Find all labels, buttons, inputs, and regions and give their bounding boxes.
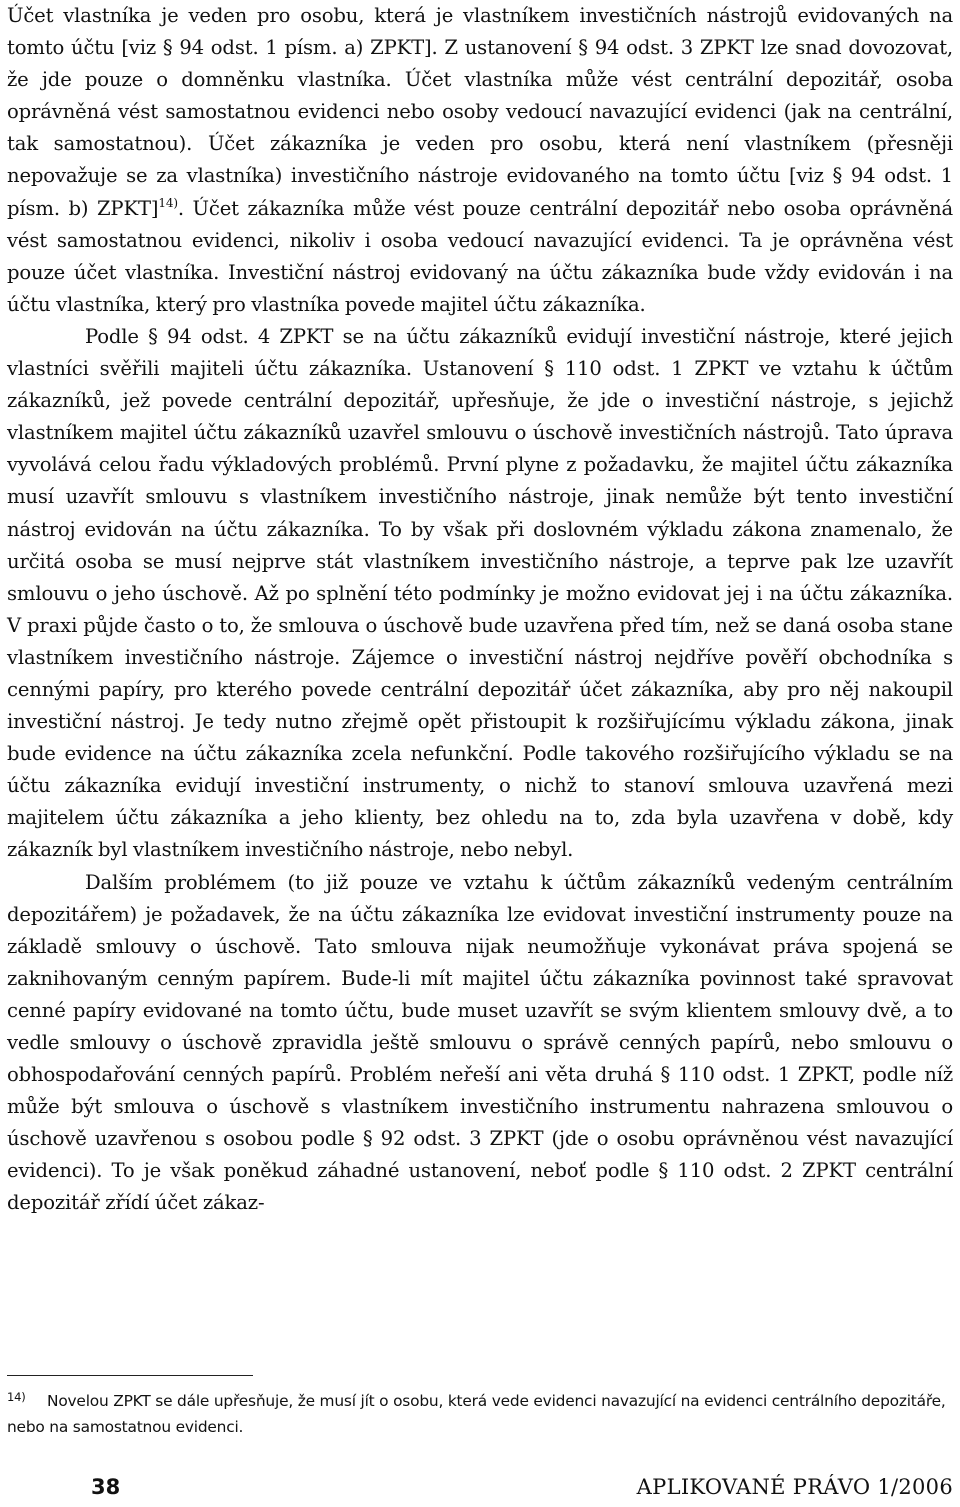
journal-title: APLIKOVANÉ PRÁVO 1/2006	[636, 1475, 953, 1499]
paragraph-text: Účet vlastníka je veden pro osobu, která je vlastníkem investičních nástrojů evidovaných na tomto účtu [viz § 94 odst. 1 písm. a) ZPKT]. Z ustanovení § 94 odst. 3 ZPKT lze snad dovozovat, že jde pouze o domněnku vlastníka. Účet vlastníka může vést centrální depozitář, osoba oprávněná vést samostatnou evidenci nebo osoby vedoucí navazující evidenci (jak na centrální, tak samostatnou). Účet zákazníka je veden pro osobu, která není vlastníkem (přesněji nepovažuje se za vlastníka) investičního nástroje evidovaného na tomto účtu [viz § 94 odst. 1 písm. b) ZPKT]	[7, 4, 953, 220]
page-footer	[7, 1472, 953, 1506]
paragraph-customer-account-instruments: Podle § 94 odst. 4 ZPKT se na účtu zákazníků evidují investiční nástroje, které jejich vlastníci svěřili majiteli účtu zákazníka. Ustanovení § 110 odst. 1 ZPKT ve vztahu k účtům zákazníků, jež povede centrální depozitář, upřesňuje, že jde o investiční nástroje, s jejichž vlastníkem majitel účtu zákazníků uzavřel smlouvu o úschově investičních nástrojů. Tato úprava vyvolává celou řadu výkladových problémů. První plyne z požadavku, že majitel účtu zákazníka musí uzavřít smlouvu s vlastníkem investičního nástroje, jinak nemůže být tento investiční nástroj evidován na účtu zákazníka. To by však při doslovném výkladu zákona znamenalo, že určitá osoba se musí nejprve stát vlastníkem investičního nástroje, a teprve pak lze uzavřít smlouvu o jeho úschově. Až po splnění této podmínky je možno evidovat jej i na účtu zákazníka. V praxi půjde často o to, že smlouva o úschově bude uzavřena před tím, než se daná osoba stane vlastníkem investičního nástroje. Zájemce o investiční nástroj nejdříve pověří obchodníka s cennými papíry, pro kterého povede centrální depozitář účet zákazníka, aby pro něj nakoupil investiční nástroj. Je tedy nutno zřejmě opět přistoupit k rozšiřujícímu výkladu zákona, jinak bude evidence na účtu zákazníka zcela nefunkční. Podle takového rozšiřujícího výkladu se na účtu zákazníka evidují investiční instrumenty, o nichž to stanoví smlouva uzavřená mezi majitelem účtu zákazníka a jeho klienty, bez ohledu na to, zda byla uzavřena v době, kdy zákazník byl vlastníkem investičního nástroje, nebo nebyl.	[7, 324, 953, 862]
footnote-text: Novelou ZPKT se dále upřesňuje, že musí jít o osobu, která vede evidenci navazující na evidenci centrálního depozitáře, nebo na samostatnou evidenci.	[7, 1392, 946, 1436]
page-number: 38	[91, 1475, 121, 1499]
paragraph-owner-and-customer-accounts	[7, 0, 953, 321]
article-body	[7, 0, 953, 1220]
paragraph-text-continued: . Účet zákazníka může vést pouze centrální depozitář nebo osoba oprávněná vést samostatnou evidenci, nikoliv i osoba vedoucí navazující evidenci. Ta je oprávněna vést pouze účet vlastníka. Investiční nástroj evidovaný na účtu zákazníka bude vždy evidován i na účtu vlastníka, který pro vlastníka povede majitel účtu zákazníka.	[7, 196, 953, 316]
footnote: 14) Novelou ZPKT se dále upřesňuje, že musí jít o osobu, která vede evidenci navazující na evidenci centrálního depozitáře, nebo na samostatnou evidenci.	[7, 1390, 946, 1436]
footnote-reference[interactable]: 14)	[158, 195, 178, 210]
footnote-divider	[7, 1375, 253, 1376]
paragraph-custody-contract-problem: Dalším problémem (to již pouze ve vztahu k účtům zákazníků vedeným centrálním depozitářem) je požadavek, že na účtu zákazníka lze evidovat investiční instrumenty pouze na základě smlouvy o úschově. Tato smlouva nijak neumožňuje vykonávat práva spojená se zaknihovaným cenným papírem. Bude-li mít majitel účtu zákazníka povinnost také spravovat cenné papíry evidované na tomto účtu, bude muset uzavřít se svým klientem smlouvy dvě, a to vedle smlouvy o úschově zpravidla ještě smlouvu o správě cenných papírů, nebo smlouvu o obhospodařování cenných papírů. Problém neřeší ani věta druhá § 110 odst. 1 ZPKT, podle níž může být smlouva o úschově s vlastníkem investičního instrumentu nahrazena smlouvou o úschově uzavřenou s osobou podle § 92 odst. 3 ZPKT (jde o osobu oprávněnou vést navazující evidenci). To je však poněkud záhadné ustanovení, neboť podle § 110 odst. 2 ZPKT centrální depozitář zřídí účet zákaz-	[7, 870, 953, 1215]
